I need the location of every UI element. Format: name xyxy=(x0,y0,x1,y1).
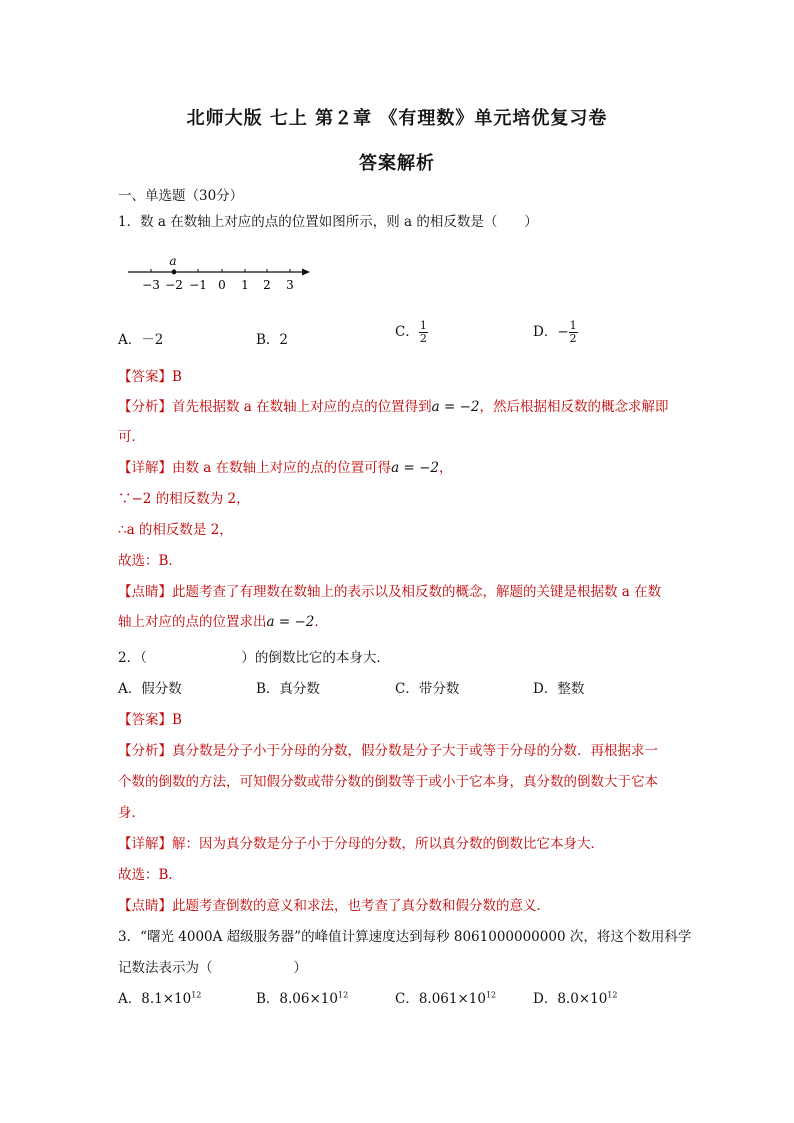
q2-detail: 【详解】解：因为真分数是分子小于分母的分数，所以真分数的倒数比它本身大． xyxy=(118,836,604,852)
number-line-figure xyxy=(126,254,326,294)
point-a-label: a xyxy=(169,254,177,268)
q2-detail-line: 故选：B． xyxy=(118,867,182,883)
q3-option-b: B．$8.06\times 10^{12}$ xyxy=(256,990,349,1007)
q1-option-b: B．2 xyxy=(256,332,289,348)
point-a-marker xyxy=(172,270,177,275)
q1-analysis: 【分析】首先根据数 a 在数轴上对应的点的位置得到a = −2，然后根据相反数的概念求解即 xyxy=(118,399,669,415)
tick-label: 0 xyxy=(218,278,226,292)
q2-analysis-cont: 身． xyxy=(118,805,145,821)
q3-option-d: D．$8.0\times 10^{12}$ xyxy=(533,990,618,1007)
q2-option-d: D．整数 xyxy=(533,681,585,697)
q1-stem: 1．数 a 在数轴上对应的点的位置如图所示，则 a 的相反数是（ ） xyxy=(118,214,538,230)
q2-analysis: 【分析】真分数是分子小于分母的分数，假分数是分子大于或等于分母的分数．再根据求一 xyxy=(118,743,658,759)
q2-stem: 2．（ ）的倒数比它的本身大． xyxy=(118,650,390,666)
q3-stem: 3．“曙光 4000A 超级服务器”的峰值计算速度达到每秒 8061000000000 次，将这个数用科学 xyxy=(118,929,692,945)
fraction: $\frac{1}{2}$ xyxy=(569,319,577,345)
q2-answer: 【答案】B xyxy=(118,712,182,728)
q3-option-c: C．$8.061\times 10^{12}$ xyxy=(395,990,497,1007)
q1-comment-cont: 轴上对应的点的位置求出a = −2． xyxy=(118,614,328,630)
document-subtitle: 答案解析 xyxy=(359,153,435,174)
q1-detail-line: ∴a 的相反数是 2， xyxy=(118,522,233,538)
tick-label: −1 xyxy=(189,278,207,292)
q3-stem-cont: 记数法表示为（ ） xyxy=(118,960,307,976)
q3-option-a: A．$8.1\times 10^{12}$ xyxy=(118,990,202,1007)
q1-answer: 【答案】B xyxy=(118,369,182,385)
q1-option-a: A．－2 xyxy=(118,332,164,348)
q2-analysis-cont: 个数的倒数的方法，可知假分数或带分数的倒数等于或小于它本身，真分数的倒数大于它本 xyxy=(118,774,658,790)
q2-option-b: B．真分数 xyxy=(256,681,320,697)
q1-detail-line: 故选：B． xyxy=(118,553,182,569)
q2-option-c: C．带分数 xyxy=(395,681,460,697)
tick-label: 1 xyxy=(241,278,249,292)
q1-analysis-cont: 可． xyxy=(118,429,145,445)
q1-detail-line: ∵−2 的相反数为 2， xyxy=(118,491,250,507)
q1-comment: 【点睛】此题考查了有理数在数轴上的表示以及相反数的概念，解题的关键是根据数 a 在数 xyxy=(118,584,662,600)
q2-option-a: A．假分数 xyxy=(118,681,182,697)
document-title: 北师大版 七上 第２章 《有理数》单元培优复习卷 xyxy=(186,108,608,129)
q1-option-c: C． $\frac{1}{2}$ xyxy=(395,319,427,345)
fraction: $\frac{1}{2}$ xyxy=(419,319,427,345)
tick-label: −2 xyxy=(165,278,183,292)
tick-label: −3 xyxy=(142,278,160,292)
q1-detail: 【详解】由数 a 在数轴上对应的点的位置可得a = −2， xyxy=(118,460,453,476)
q1-option-d: D．− $\frac{1}{2}$ xyxy=(533,319,577,345)
tick-label: 3 xyxy=(286,278,294,292)
section-heading: 一、单选题（30分） xyxy=(118,188,244,204)
q2-comment: 【点睛】此题考查倒数的意义和求法，也考查了真分数和假分数的意义． xyxy=(118,898,550,914)
number-line-arrow xyxy=(302,269,310,276)
tick-label: 2 xyxy=(263,278,271,292)
